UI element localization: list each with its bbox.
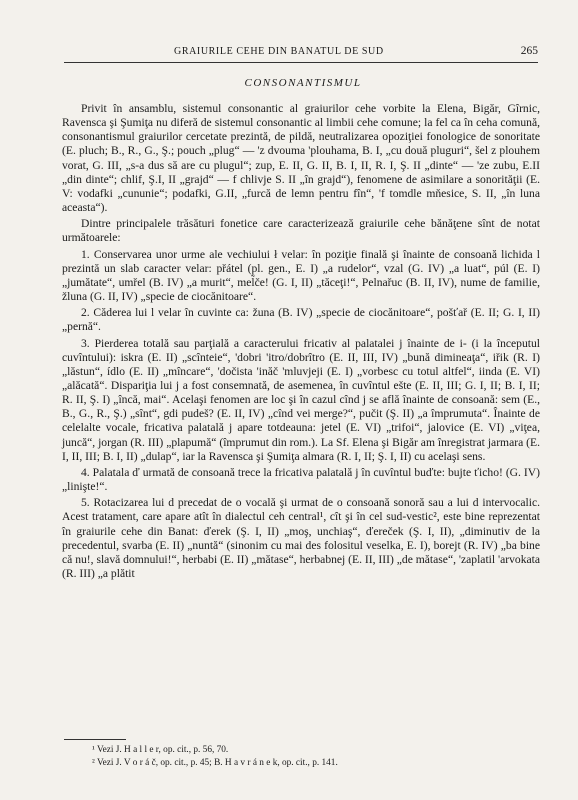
paragraph: Dintre principalele trăsături fonetice care caracterizează graiurile cehe bănăţene sînt de notat următoarele: [62,217,540,245]
paragraph: 1. Conservarea unor urme ale vechiului ł velar: în poziţie finală şi înainte de consoană lichida l prezintă un slab caracter velar: přátel (pl. gen., E. I) „a rudelor“, vzal (G. IV) „a luat“, púl (E. I) „jumătate“, umřel (B. IV) „a murit“, mel̃če! (G. I, II) „tăceţi!“, Pelnařuc (B. II, IV), nume de familie, žluna (G. II, IV) „specie de ciocănitoare“. [62,247,540,304]
footnote: ¹ Vezi J. H a l l e r, op. cit., p. 56, 70. [92,745,229,755]
paragraph: 2. Căderea lui l velar în cuvinte ca: žuna (B. IV) „specie de ciocănitoare“, pošťař (E. II; G. I, II) „pernă“. [62,306,540,334]
paragraph: 4. Palatala ď urmată de consoană trece la fricativa palatală j în cuvîntul buďte: bujte ťicho! (G. IV) „linişte!“. [62,465,540,494]
section-title: CONSONANTISMUL [244,77,362,89]
page-header [64,46,538,63]
footnotes [92,744,338,769]
paragraph: Privit în ansamblu, sistemul consonantic al graiurilor cehe vorbite la Elena, Bigăr, Gîrnic, Ravensca şi Şumiţa nu diferă de sistemul consonantic al limbii cehe comune; la fel ca în ceha comună, consonantismul graiurilor cercetate prezintă, de pildă, neutralizarea opoziţiei fonologice de sonoritate (E. pluch; B., R., G., Ş.; pouch „plug“ — 'z dvouma 'plouhama, B. I, „cu două pluguri“, šel z plouhem vorat, G. III, „s-a dus să are cu plugul“; zup, E. II, G. II, B. I, II, R. I, Ş. II „dinte“ — 'ze zubu, E.II „din dinte“; chlif, Ş.I, II „grajd“ — f chlivje S. II „în grajd“), fenomene de asimilare a sonorităţii (E. V: vodafki „cununie“; podafki, G.II, „furcă de lemn pentru fîn“, 'f tomdle mňesice, S. II, „în luna aceasta“). [62,102,540,215]
paragraph: 5. Rotacizarea lui d precedat de o vocală şi urmat de o consoană sonoră sau a lui d intervocalic. Acest tratament, care apare atît în dialectul ceh central¹, cît şi în cel sud-vestic², este bine reprezentat în graiurile cehe din Banat: ďerek (Ş. I, II) „moş, unchiaş“, ďereček (Ş. I, II), „diminutiv de la precedentul, svarba (E. II) „nuntă“ (sinonim cu mai des folositul veselka, E. I), borejt (R. IV) „ba bine că nu!, slavă domnului!“, herbabi (E. II) „mătase“, herbabnej (E. II, III) „de mătase“, 'zaplatil 'arvokata (R. III) „a plătit [62,496,540,580]
footnote-rule [64,739,126,740]
running-head: GRAIURILE CEHE DIN BANATUL DE SUD [174,46,384,57]
footnote: ² Vezi J. V o r á č, op. cit., p. 45; B. H a v r á n e k, op. cit., p. 141. [92,757,338,768]
page-number: 265 [520,45,538,57]
paragraph: 3. Pierderea totală sau parţială a caracterului fricativ al palatalei j înainte de i- (i la începutul cuvîntului): iskra (E. II) „scînteie“, 'dobri 'itro/dobrîtro (E. II, III, IV) „bună dimineaţa“, iřik (R. I) „lăstun“, ídlo (E. II) „mîncare“, 'dočista 'inăč 'mluvjeji (E. I) „vorbesc cu totul altfel“, iinda (E. VI) „alăcată“. Dispariţia lui j a fost consemnată, de asemenea, în cuvîntul ešte (E. II, III; G. I, II; B. I, II; R. II, Ş. I) „încă, mai“. Acelaşi fenomen are loc şi în cazul cînd j se află înainte de consoană: sem (E., B., G., R., Ş.) „sînt“, gdi pudeš? (E. II, IV) „cînd vei merge?“, pučit (Ş. II) „a împrumuta“. Înainte de celelalte vocale, fricativa palatală j apare totdeauna: jetel (E. VI) „trifoi“, jalovice (E. VI) „viţea, juncă“, jorgan (R. III) „plapumă“ (împrumut din rom.). La Sf. Elena şi Bigăr am înregistrat jarmara (E. I, II, III; B. I, II) „dulap“, iar la Ravensca şi Şumiţa almara (R. I, II; Ş. I, II) cu acelaşi sens. [62,336,540,463]
body-text [62,102,540,583]
